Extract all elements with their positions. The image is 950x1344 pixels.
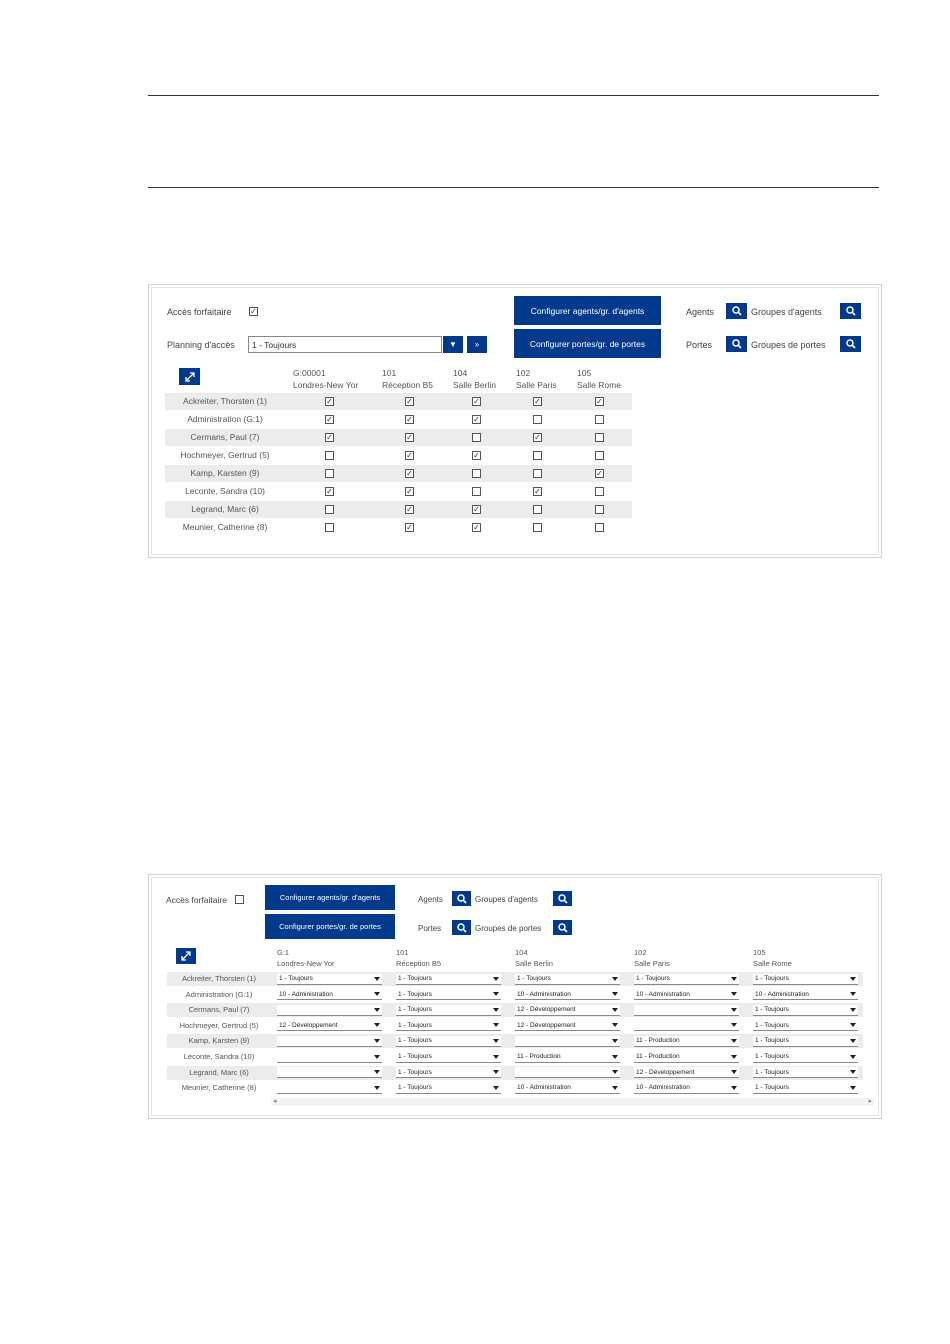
chevron-down-icon bbox=[493, 1039, 499, 1043]
planning-select[interactable] bbox=[515, 1067, 620, 1078]
planning-select-value: 10 - Administration bbox=[279, 990, 333, 998]
chevron-down-icon bbox=[731, 1023, 737, 1027]
chevron-down-icon bbox=[374, 1086, 380, 1090]
column-name: Salle Berlin bbox=[515, 959, 553, 968]
planning-select[interactable] bbox=[634, 1052, 739, 1063]
search-icon bbox=[846, 306, 856, 316]
doors-label: Portes bbox=[686, 340, 713, 350]
chevron-down-icon bbox=[731, 1055, 737, 1059]
access-checkbox[interactable]: ✓ bbox=[473, 504, 480, 514]
planning-select[interactable] bbox=[515, 1036, 620, 1047]
planning-select-value: 1 - Toujours bbox=[398, 1068, 432, 1076]
chevron-down-icon bbox=[493, 992, 499, 996]
column-code: 102 bbox=[516, 368, 531, 378]
column-header bbox=[277, 947, 335, 969]
chevron-down-icon bbox=[493, 1055, 499, 1059]
planning-select-value: 1 - Toujours bbox=[636, 975, 670, 982]
column-code: 105 bbox=[753, 948, 766, 957]
agent-groups-search-button[interactable] bbox=[840, 303, 861, 319]
column-name: Londres-New Yor bbox=[293, 380, 359, 390]
planning-select-value: 1 - Toujours bbox=[398, 1021, 432, 1029]
chevron-down-icon bbox=[612, 977, 618, 981]
agents-search-button[interactable] bbox=[726, 303, 747, 319]
chevron-down-icon bbox=[493, 1008, 499, 1012]
chevron-down-icon bbox=[850, 1086, 856, 1090]
row-name: Hochmeyer, Gertrud (5) bbox=[179, 1020, 259, 1030]
column-header bbox=[293, 367, 358, 391]
planning-select-value: 12 - Développement bbox=[517, 1021, 576, 1029]
planning-select[interactable] bbox=[515, 1052, 620, 1063]
row-name: Meunier, Catherine (8) bbox=[181, 1083, 257, 1093]
search-icon bbox=[457, 894, 467, 904]
access-checkbox[interactable] bbox=[595, 451, 604, 460]
access-checkbox[interactable]: ✓ bbox=[406, 414, 413, 424]
planning-select[interactable] bbox=[277, 989, 382, 1000]
access-checkbox[interactable] bbox=[533, 451, 542, 460]
row-name: Ackreiter, Thorsten (1) bbox=[181, 974, 257, 983]
planning-select-value: 1 - Toujours bbox=[279, 975, 313, 982]
search-icon bbox=[732, 339, 742, 349]
search-icon bbox=[846, 339, 856, 349]
planning-select-value: 10 - Administration bbox=[755, 990, 809, 998]
planning-select-value: 1 - Toujours bbox=[755, 1053, 789, 1060]
planning-select[interactable] bbox=[753, 1036, 858, 1047]
column-name: Salle Rome bbox=[753, 959, 792, 968]
planning-select[interactable] bbox=[634, 974, 739, 985]
planning-select[interactable] bbox=[396, 1067, 501, 1078]
access-checkbox[interactable] bbox=[533, 415, 542, 424]
expand-icon[interactable] bbox=[176, 948, 196, 964]
planning-select[interactable] bbox=[277, 1067, 382, 1078]
chevron-down-icon bbox=[374, 992, 380, 996]
chevron-down-icon bbox=[374, 1023, 380, 1027]
access-checkbox[interactable] bbox=[533, 505, 542, 514]
planning-select-value: 1 - Toujours bbox=[755, 975, 789, 982]
column-name: Salle Paris bbox=[516, 380, 557, 390]
planning-select-value: 10 - Administration bbox=[517, 990, 571, 998]
access-checkbox[interactable] bbox=[595, 415, 604, 424]
acces-forfaitaire-checkbox[interactable]: ✓ bbox=[250, 306, 257, 316]
access-checkbox[interactable] bbox=[325, 505, 334, 514]
top-rule bbox=[148, 95, 879, 96]
agent-groups-label: Groupes d'agents bbox=[475, 895, 538, 904]
planning-select[interactable] bbox=[515, 1005, 620, 1016]
column-code: 104 bbox=[515, 948, 528, 957]
access-checkbox[interactable]: ✓ bbox=[326, 396, 333, 406]
scroll-right-icon[interactable]: ▸ bbox=[868, 1098, 872, 1105]
chevron-down-icon bbox=[731, 1008, 737, 1012]
planning-select[interactable] bbox=[396, 1052, 501, 1063]
planning-select-value: 1 - Toujours bbox=[398, 1037, 432, 1045]
search-icon bbox=[732, 306, 742, 316]
chevron-down-icon bbox=[493, 1070, 499, 1074]
planning-select[interactable] bbox=[753, 989, 858, 1000]
row-name: Meunier, Catherine (8) bbox=[182, 522, 268, 532]
column-code: 101 bbox=[382, 368, 397, 378]
acces-forfaitaire-label: Accès forfaitaire bbox=[167, 307, 232, 317]
planning-select-value: 1 - Toujours bbox=[755, 1021, 789, 1029]
access-checkbox[interactable]: ✓ bbox=[596, 468, 603, 478]
chevron-down-icon bbox=[612, 1039, 618, 1043]
chevron-down-icon bbox=[493, 977, 499, 981]
planning-select-value: 1 - Toujours bbox=[398, 990, 432, 998]
row-name: Legrand, Marc (6) bbox=[189, 1067, 249, 1077]
planning-select[interactable] bbox=[634, 1036, 739, 1047]
planning-select[interactable] bbox=[753, 1083, 858, 1094]
planning-select[interactable] bbox=[753, 974, 858, 985]
planning-select[interactable] bbox=[515, 1020, 620, 1031]
chevron-down-icon bbox=[731, 1086, 737, 1090]
column-header bbox=[515, 947, 553, 969]
access-checkbox[interactable]: ✓ bbox=[406, 450, 413, 460]
access-checkbox[interactable] bbox=[595, 433, 604, 442]
access-checkbox[interactable]: ✓ bbox=[326, 432, 333, 442]
planning-select-value: 1 - Toujours bbox=[398, 975, 432, 982]
chevron-down-icon bbox=[493, 1023, 499, 1027]
planning-select-value: 1 - Toujours bbox=[517, 975, 551, 982]
row-name: Cermans, Paul (7) bbox=[188, 1005, 250, 1015]
row-name: Legrand, Marc (6) bbox=[191, 504, 259, 514]
chevron-down-icon bbox=[612, 992, 618, 996]
access-checkbox[interactable]: ✓ bbox=[406, 432, 413, 442]
access-checkbox[interactable] bbox=[533, 469, 542, 478]
chevron-down-icon bbox=[731, 992, 737, 996]
access-checkbox[interactable]: ✓ bbox=[534, 486, 541, 496]
doors-label: Portes bbox=[418, 924, 442, 933]
column-name: Réception B5 bbox=[396, 959, 442, 968]
planning-select[interactable] bbox=[277, 974, 382, 985]
planning-select[interactable] bbox=[396, 1020, 501, 1031]
planning-select[interactable] bbox=[396, 989, 501, 1000]
chevron-down-icon bbox=[374, 1070, 380, 1074]
chevron-down-icon bbox=[850, 1008, 856, 1012]
planning-select[interactable] bbox=[753, 1067, 858, 1078]
access-checkbox[interactable] bbox=[325, 469, 334, 478]
planning-select[interactable] bbox=[396, 974, 501, 985]
row-name: Kamp, Karsten (9) bbox=[188, 1036, 250, 1046]
door-groups-search-button[interactable] bbox=[840, 336, 861, 352]
planning-select[interactable] bbox=[396, 1036, 501, 1047]
chevron-down-icon bbox=[731, 977, 737, 981]
chevron-down-icon bbox=[493, 1086, 499, 1090]
configure-agents-button[interactable]: Configurer agents/gr. d'agents bbox=[265, 885, 395, 910]
planning-select-value: 1 - Toujours bbox=[755, 1084, 789, 1092]
access-checkbox[interactable]: ✓ bbox=[534, 432, 541, 442]
planning-select-value: 1 - Toujours bbox=[398, 1084, 432, 1092]
doors-search-button[interactable] bbox=[452, 920, 471, 935]
planning-select[interactable] bbox=[634, 1020, 739, 1031]
chevron-down-icon bbox=[731, 1070, 737, 1074]
planning-select[interactable] bbox=[634, 1005, 739, 1016]
column-header bbox=[577, 367, 621, 391]
chevron-down-icon bbox=[612, 1055, 618, 1059]
chevron-down-icon bbox=[612, 1086, 618, 1090]
access-checkbox[interactable] bbox=[472, 469, 481, 478]
access-checkbox[interactable]: ✓ bbox=[473, 522, 480, 532]
access-checkbox[interactable]: ✓ bbox=[473, 414, 480, 424]
access-checkbox[interactable]: ✓ bbox=[406, 468, 413, 478]
row-name: Leconte, Sandra (10) bbox=[185, 486, 265, 496]
search-icon bbox=[558, 894, 568, 904]
planning-select[interactable] bbox=[515, 974, 620, 985]
planning-select-value: 10 - Administration bbox=[636, 1084, 690, 1092]
column-header bbox=[453, 367, 496, 391]
planning-select-value: 1 - Toujours bbox=[755, 1037, 789, 1045]
column-code: G:1 bbox=[277, 948, 290, 957]
chevron-down-icon bbox=[850, 1039, 856, 1043]
planning-select-value: 1 - Toujours bbox=[398, 1006, 432, 1014]
planning-select[interactable] bbox=[396, 1005, 501, 1016]
chevron-down-icon bbox=[850, 1023, 856, 1027]
access-checkbox[interactable]: ✓ bbox=[406, 396, 413, 406]
door-groups-label: Groupes de portes bbox=[475, 924, 542, 933]
column-name: Londres-New Yor bbox=[277, 959, 335, 968]
chevron-down-icon bbox=[374, 1055, 380, 1059]
column-header bbox=[396, 947, 441, 969]
planning-select[interactable] bbox=[277, 1052, 382, 1063]
access-checkbox[interactable]: ✓ bbox=[406, 486, 413, 496]
agents-search-button[interactable] bbox=[452, 891, 471, 906]
planning-select[interactable] bbox=[753, 1020, 858, 1031]
column-header bbox=[382, 367, 433, 391]
column-code: 101 bbox=[396, 948, 409, 957]
chevron-down-icon bbox=[374, 977, 380, 981]
second-rule bbox=[148, 187, 879, 188]
planning-select-value: 10 - Administration bbox=[517, 1084, 571, 1092]
row-name: Administration (G:1) bbox=[185, 989, 253, 999]
access-checkbox[interactable]: ✓ bbox=[406, 504, 413, 514]
agent-groups-search-button[interactable] bbox=[553, 891, 572, 906]
column-code: 102 bbox=[634, 948, 647, 957]
row-name: Leconte, Sandra (10) bbox=[183, 1052, 255, 1061]
chevron-down-icon bbox=[612, 1070, 618, 1074]
column-header bbox=[634, 947, 670, 969]
planning-label: Planning d'accès bbox=[167, 340, 235, 350]
access-checkbox[interactable] bbox=[595, 523, 604, 532]
planning-select[interactable] bbox=[248, 336, 442, 353]
planning-select[interactable] bbox=[277, 1020, 382, 1031]
row-name: Cermans, Paul (7) bbox=[190, 432, 260, 442]
planning-select-value: 1 - Toujours bbox=[252, 339, 297, 350]
planning-select-value: 1 - Toujours bbox=[755, 1006, 789, 1014]
row-name: Administration (G:1) bbox=[187, 414, 263, 424]
door-groups-label: Groupes de portes bbox=[751, 340, 826, 350]
double-chevron-right-icon[interactable]: » bbox=[467, 336, 487, 353]
access-checkbox[interactable]: ✓ bbox=[326, 486, 333, 496]
chevron-down-icon bbox=[612, 1023, 618, 1027]
planning-select-value: 11 - Production bbox=[636, 1037, 680, 1045]
planning-select-value: 1 - Toujours bbox=[755, 1068, 789, 1076]
top-panel bbox=[148, 284, 882, 558]
configure-doors-button[interactable]: Configurer portes/gr. de portes bbox=[514, 329, 661, 358]
planning-select-value: 12 - Développement bbox=[636, 1068, 695, 1076]
chevron-down-icon[interactable]: ▼ bbox=[443, 336, 463, 353]
planning-select[interactable] bbox=[515, 989, 620, 1000]
planning-select[interactable] bbox=[277, 1036, 382, 1047]
column-header bbox=[516, 367, 557, 391]
acces-forfaitaire-checkbox[interactable] bbox=[235, 895, 244, 904]
column-code: 104 bbox=[453, 368, 468, 378]
access-checkbox[interactable] bbox=[595, 505, 604, 514]
column-name: Salle Paris bbox=[634, 959, 670, 968]
access-checkbox[interactable] bbox=[472, 487, 481, 496]
planning-select-value: 10 - Administration bbox=[636, 990, 690, 998]
agent-groups-label: Groupes d'agents bbox=[751, 307, 822, 317]
access-checkbox[interactable] bbox=[472, 433, 481, 442]
chevron-down-icon bbox=[850, 977, 856, 981]
acces-forfaitaire-label: Accès forfaitaire bbox=[166, 895, 227, 905]
access-checkbox[interactable] bbox=[325, 451, 334, 460]
planning-select-value: 12 - Développement bbox=[279, 1021, 338, 1029]
search-icon bbox=[457, 923, 467, 933]
chevron-down-icon bbox=[374, 1039, 380, 1043]
chevron-down-icon bbox=[850, 992, 856, 996]
chevron-down-icon bbox=[612, 1008, 618, 1012]
door-groups-search-button[interactable] bbox=[553, 920, 572, 935]
planning-select[interactable] bbox=[515, 1083, 620, 1094]
access-checkbox[interactable]: ✓ bbox=[596, 396, 603, 406]
chevron-down-icon bbox=[731, 1039, 737, 1043]
column-name: Réception B5 bbox=[382, 380, 434, 390]
planning-select-value: 1 - Toujours bbox=[398, 1053, 432, 1060]
row-name: Kamp, Karsten (9) bbox=[190, 468, 260, 478]
planning-select[interactable] bbox=[634, 1083, 739, 1094]
chevron-down-icon bbox=[850, 1055, 856, 1059]
access-checkbox[interactable]: ✓ bbox=[473, 396, 480, 406]
planning-select[interactable] bbox=[277, 1083, 382, 1094]
planning-select[interactable] bbox=[277, 1005, 382, 1016]
access-checkbox[interactable] bbox=[325, 523, 334, 532]
access-checkbox[interactable]: ✓ bbox=[406, 522, 413, 532]
horizontal-scrollbar[interactable] bbox=[271, 1098, 874, 1106]
configure-doors-button[interactable]: Configurer portes/gr. de portes bbox=[265, 914, 395, 939]
expand-icon[interactable] bbox=[179, 368, 200, 385]
column-code: 105 bbox=[577, 368, 592, 378]
configure-agents-button[interactable]: Configurer agents/gr. d'agents bbox=[514, 296, 661, 325]
column-code: G:00001 bbox=[293, 368, 326, 378]
planning-select[interactable] bbox=[753, 1005, 858, 1016]
scroll-left-icon[interactable]: ◂ bbox=[273, 1098, 277, 1105]
planning-select[interactable] bbox=[634, 1067, 739, 1078]
row-name: Ackreiter, Thorsten (1) bbox=[183, 396, 267, 406]
doors-search-button[interactable] bbox=[726, 336, 747, 352]
row-name: Hochmeyer, Gertrud (5) bbox=[180, 450, 270, 460]
planning-select-value: 11 - Production bbox=[636, 1053, 680, 1060]
chevron-down-icon bbox=[374, 1008, 380, 1012]
access-checkbox[interactable] bbox=[595, 487, 604, 496]
planning-select-value: 11 - Production bbox=[517, 1053, 561, 1060]
column-header bbox=[753, 947, 792, 969]
chevron-down-icon bbox=[850, 1070, 856, 1074]
planning-select[interactable] bbox=[396, 1083, 501, 1094]
agents-label: Agents bbox=[686, 307, 715, 317]
planning-select-value: 12 - Développement bbox=[517, 1006, 576, 1014]
planning-select[interactable] bbox=[634, 989, 739, 1000]
search-icon bbox=[558, 923, 568, 933]
bottom-panel bbox=[148, 874, 882, 1119]
access-checkbox[interactable]: ✓ bbox=[534, 396, 541, 406]
access-checkbox[interactable] bbox=[533, 523, 542, 532]
planning-select[interactable] bbox=[753, 1052, 858, 1063]
column-name: Salle Berlin bbox=[453, 380, 496, 390]
column-name: Salle Rome bbox=[577, 380, 621, 390]
access-checkbox[interactable]: ✓ bbox=[326, 414, 333, 424]
access-checkbox[interactable]: ✓ bbox=[473, 450, 480, 460]
agents-label: Agents bbox=[418, 895, 443, 904]
